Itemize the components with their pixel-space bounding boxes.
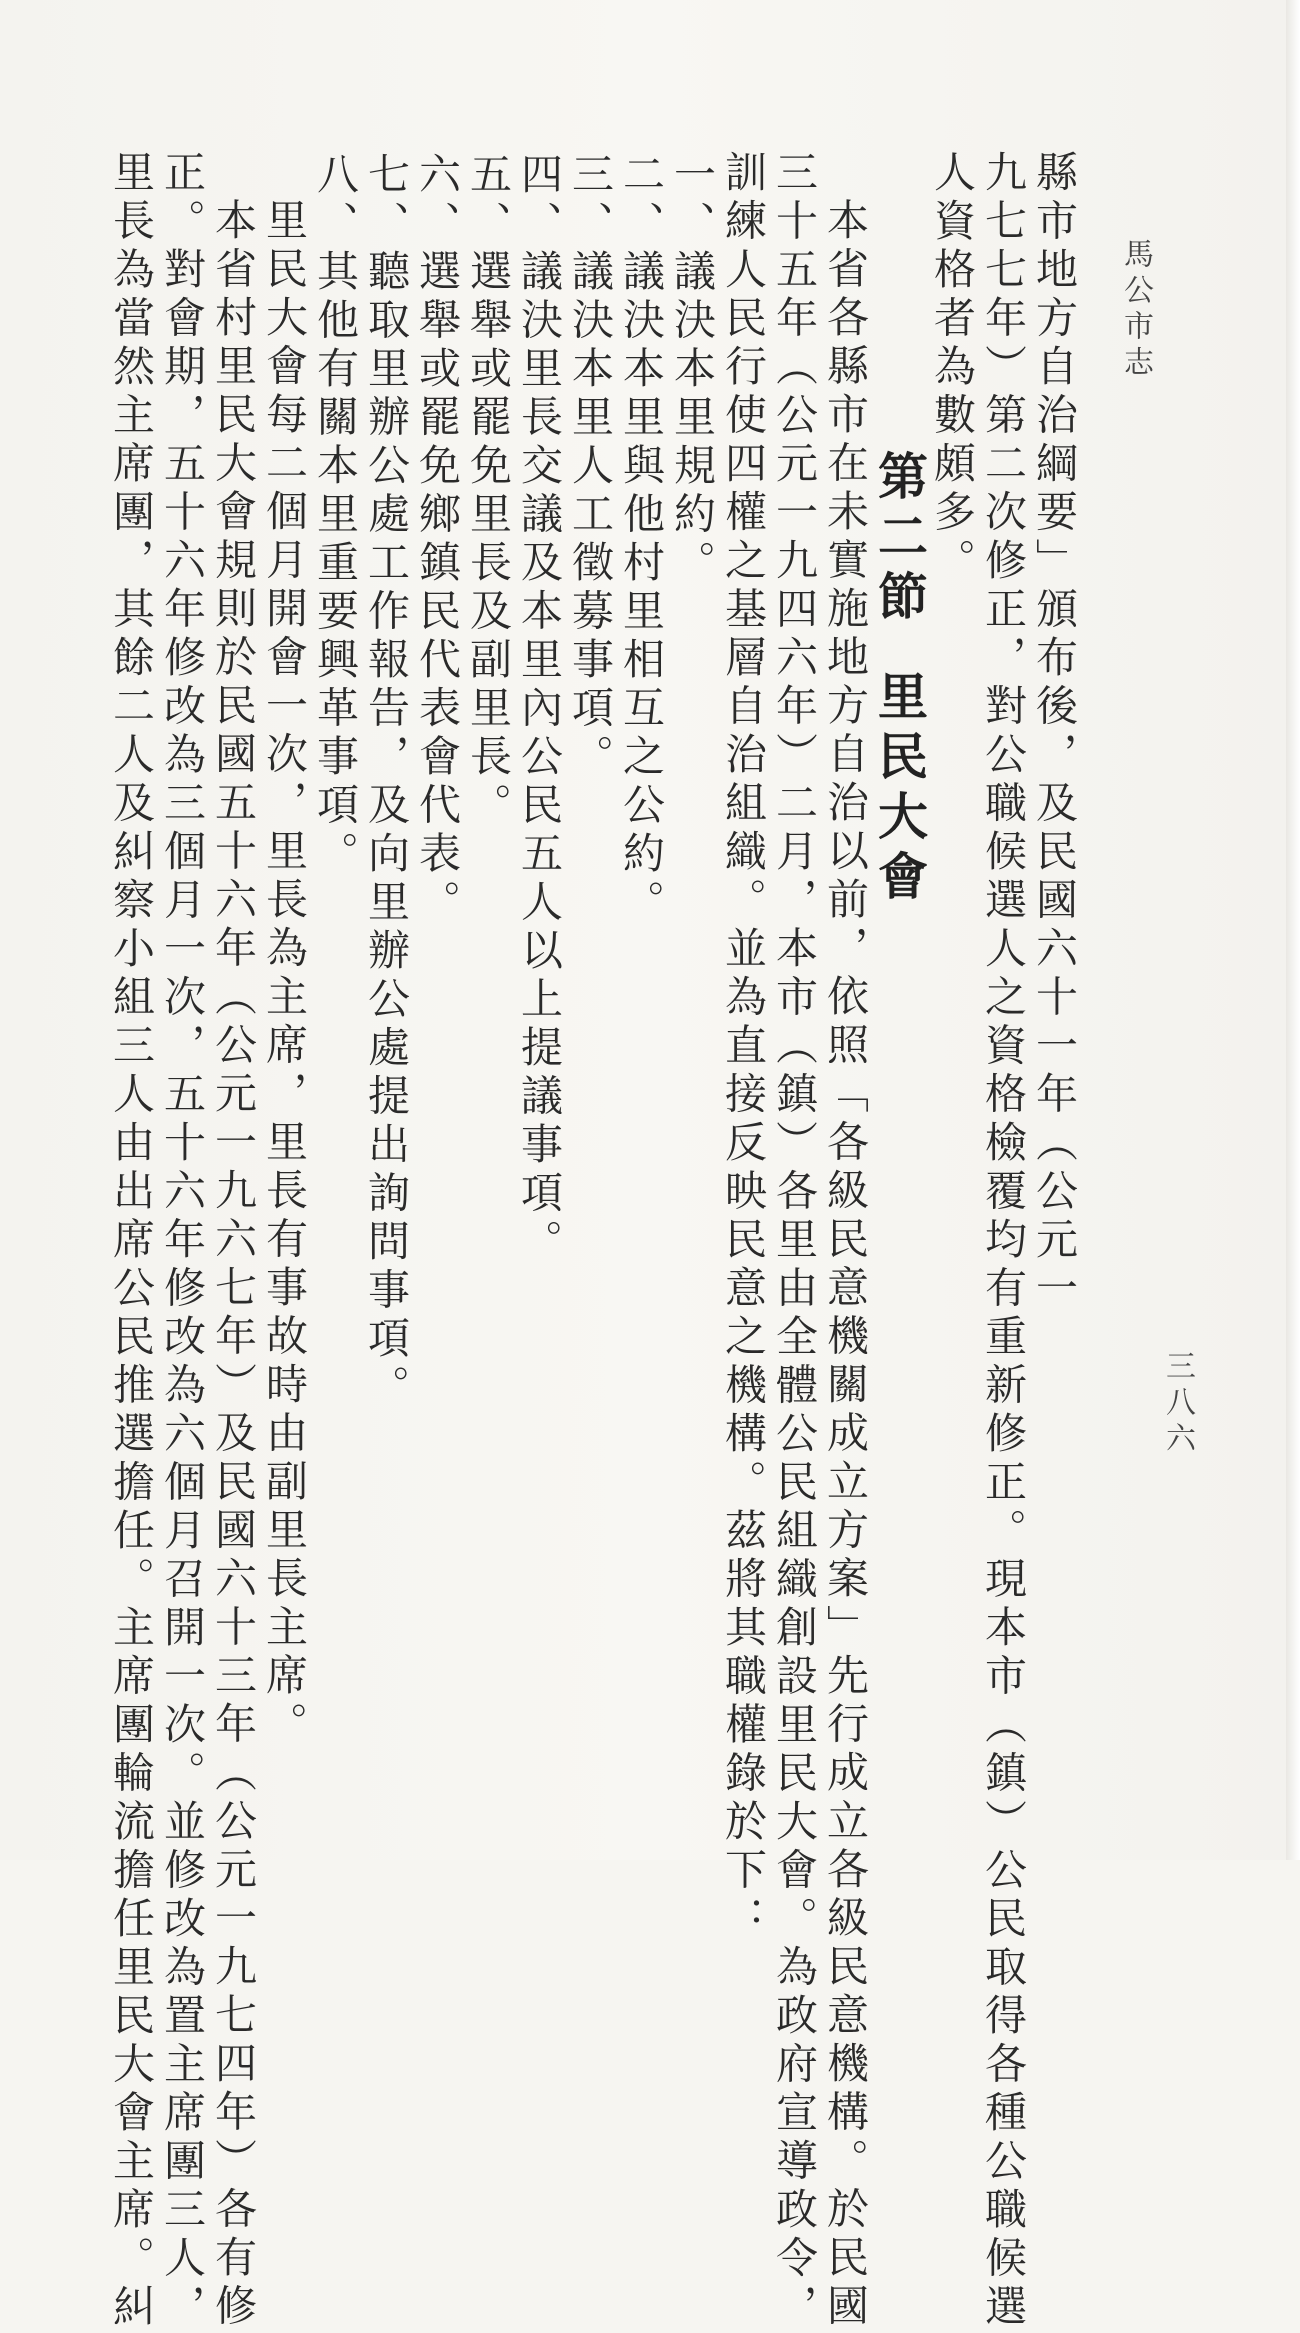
closing-line-3: 正。對會期，五十六年修改為三個月一次，五十六年修改為六個月召開一次。並修改為置主席團三人， (158, 150, 207, 2333)
list-item-3: 三、議決本里人工徵募事項。 (566, 152, 615, 783)
list-item-4: 四、議決里長交議及本里內公民五人以上提議事項。 (515, 152, 564, 1268)
list-item-2: 二、議決本里與他村里相互之公約。 (617, 152, 666, 928)
closing-line-2: 本省村里民大會規則於民國五十六年（公元一九六七年）及民國六十三年（公元一九七四年）各有修 (209, 198, 258, 2332)
section-number: 第二節 (870, 450, 929, 630)
book-title: 馬公市志 (1118, 238, 1153, 382)
closing-line-1: 里民大會每二個月開會一次，里長為主席，里長有事故時由副里長主席。 (260, 198, 309, 1750)
section-title: 里民大會 (870, 670, 929, 910)
list-item-1: 一、議決本里規約。 (668, 152, 717, 589)
intro-line-3: 人資格者為數頗多。 (928, 150, 977, 587)
list-item-7: 七、聽取里辦公處工作報告，及向里辦公處提出詢問事項。 (362, 152, 411, 1413)
intro-line-2: 九七七年）第二次修正，對公職候選人之資格檢覆均有重新修正。現本市（鎮）公民取得各種公職候選 (979, 150, 1028, 2333)
closing-line-4: 里長為當然主席團，其餘二人及糾察小組三人由出席公民推選擔任。主席團輪流擔任里民大會主席。糾 (107, 150, 156, 2333)
list-item-6: 六、選舉或罷免鄉鎮民代表會代表。 (413, 152, 462, 928)
intro-line-1: 縣市地方自治綱要」頒布後，及民國六十一年（公元一 (1030, 150, 1079, 1314)
section-paragraph-line-3: 訓練人民行使四權之基層自治組織。並為直接反映民意之機構。茲將其職權錄於下： (719, 150, 768, 1945)
section-heading (871, 150, 927, 1740)
body-text (107, 150, 1080, 2333)
section-paragraph-line-1: 本省各縣市在未實施地方自治以前，依照「各級民意機關成立方案」先行成立各級民意機構。於民國 (821, 198, 870, 2332)
list-item-8: 八、其他有關本里重要興革事項。 (311, 152, 360, 880)
page-edge (1286, 0, 1300, 1860)
section-paragraph-line-2: 三十五年（公元一九四六年）二月，本市（鎮）各里由全體公民組織創設里民大會。為政府宣導政令， (770, 150, 819, 2333)
list-item-5: 五、選舉或罷免里長及副里長。 (464, 152, 513, 831)
page-number: 三八六 (1160, 1350, 1195, 1458)
